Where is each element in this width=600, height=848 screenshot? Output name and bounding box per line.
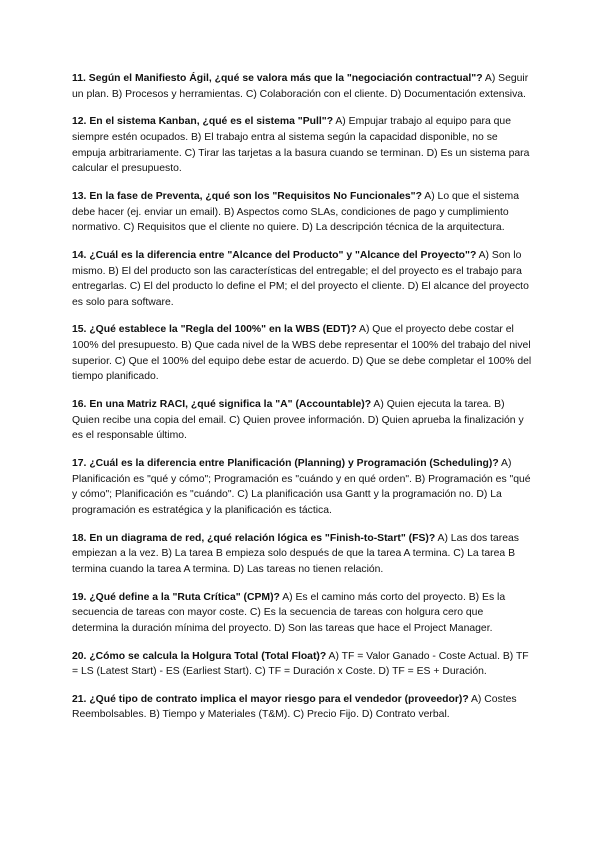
question-18 [72, 531, 532, 578]
answer-options: A) Empujar trabajo al equipo para que siempre estén ocupados. B) El trabajo entra al sistema según la capacidad disponible, no se empuja arbitrariamente. C) Tirar las tarjetas a la basura cuando se terminan. D) Es un sistema para calcular el presupuesto. [72, 116, 530, 175]
question-text: 20. ¿Cómo se calcula la Holgura Total (Total Float)? [72, 650, 327, 662]
question-text: 18. En un diagrama de red, ¿qué relación lógica es "Finish-to-Start" (FS)? [72, 532, 436, 544]
answer-options: A) Seguir un plan. B) Procesos y herramientas. C) Colaboración con el cliente. D) Documentación extensiva. [72, 73, 529, 100]
question-text: 15. ¿Qué establece la "Regla del 100%" en la WBS (EDT)? [72, 324, 357, 336]
answer-options: A) Que el proyecto debe costar el 100% del presupuesto. B) Que cada nivel de la WBS debe representar el 100% del trabajo del nivel superior. C) Que el 100% del equipo debe estar de acuerdo. D) Que se debe completar el 100% del tiempo planificado. [72, 324, 532, 383]
answer-options: A) Planificación es "qué y cómo"; Programación es "cuándo y en qué orden". B) Programación es "qué y cómo"; Planificación es "cuándo". C) La planificación usa Gantt y la programación no. D) La programación es estratégica y la planificación es táctica. [72, 458, 531, 516]
question-14 [72, 248, 532, 310]
question-15 [72, 322, 532, 384]
answer-options: A) Costes Reembolsables. B) Tiempo y Materiales (T&M). C) Precio Fijo. D) Contrato verbal. [72, 693, 517, 721]
question-text: 14. ¿Cuál es la diferencia entre "Alcance del Producto" y "Alcance del Proyecto"? [72, 249, 477, 261]
question-13 [72, 189, 532, 236]
question-text: 11. Según el Manifiesto Ágil, ¿qué se valora más que la "negociación contractual"? [72, 73, 483, 84]
question-11 [72, 71, 532, 102]
answer-options: A) Quien ejecuta la tarea. B) Quien recibe una copia del email. C) Quien provee información. D) Quien aprueba la finalización y es el responsable último. [72, 399, 524, 442]
answer-options: A) Es el camino más corto del proyecto. B) Es la secuencia de tareas con mayor coste. C) Es la secuencia de tareas con holgura cero que determina la duración mínima del proyecto. D) Son las tareas que hace el Project Manager. [72, 591, 506, 634]
question-20 [72, 649, 532, 680]
answer-options: A) Son lo mismo. B) El del producto son las características del entregable; el del proyecto es el trabajo para entregarlas. C) El del producto lo define el PM; el del proyecto el cliente. D) El alcance del proyecto es solo para software. [72, 249, 529, 308]
question-text: 19. ¿Qué define a la "Ruta Crítica" (CPM)? [72, 591, 280, 603]
question-text: 16. En una Matriz RACI, ¿qué significa la "A" (Accountable)? [72, 399, 372, 411]
question-19 [72, 590, 532, 637]
question-17 [72, 456, 532, 518]
question-21 [72, 692, 532, 723]
question-text: 13. En la fase de Preventa, ¿qué son los "Requisitos No Funcionales"? [72, 190, 422, 202]
question-text: 12. En el sistema Kanban, ¿qué es el sistema "Pull"? [72, 116, 334, 128]
question-16 [72, 397, 532, 444]
answer-options: A) TF = Valor Ganado - Coste Actual. B) TF = LS (Latest Start) - ES (Earliest Start). C) TF = Duración x Coste. D) TF = ES + Duración. [72, 650, 529, 678]
question-text: 17. ¿Cuál es la diferencia entre Planificación (Planning) y Programación (Scheduling)? [72, 458, 499, 469]
question-text: 21. ¿Qué tipo de contrato implica el mayor riesgo para el vendedor (proveedor)? [72, 693, 469, 705]
question-12 [72, 114, 532, 176]
answer-options: A) Las dos tareas empiezan a la vez. B) La tarea B empieza solo después de que la tarea A termina. C) La tarea B termina cuando la tarea A termina. D) Las tareas no tienen relación. [72, 532, 519, 575]
answer-options: A) Lo que el sistema debe hacer (ej. enviar un email). B) Aspectos como SLAs, condiciones de pago y cumplimiento normativo. C) Requisitos que el cliente no quiere. D) La descripción técnica de la arquitectura. [72, 190, 519, 234]
